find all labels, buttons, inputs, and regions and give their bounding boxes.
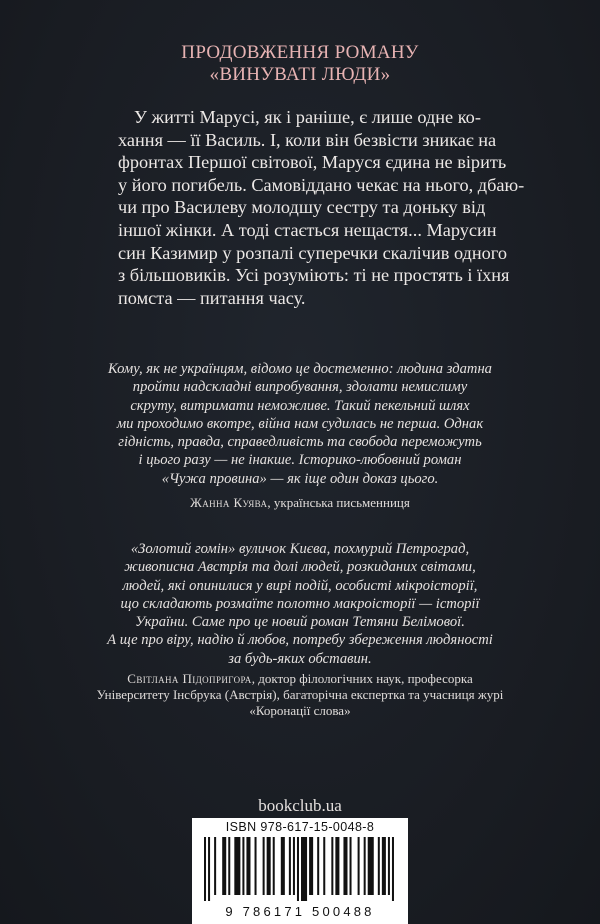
barcode-bar: [234, 837, 240, 895]
barcode-bar: [378, 837, 380, 895]
barcode-bar: [297, 837, 299, 901]
synopsis-line: фронтах Першої світової, Маруся єдина не вірить: [118, 152, 507, 173]
barcode-bar: [293, 837, 295, 895]
synopsis-line: У житті Марусі, як і раніше, є лише одне ко-: [134, 107, 481, 127]
synopsis-line: син Казимир у розпалі суперечки скалічив одного: [118, 242, 507, 263]
barcode-bar: [222, 837, 226, 895]
barcode-bar: [301, 837, 307, 901]
quote-line: пройти надскладні випробування, здолати немислиму: [132, 379, 468, 396]
barcode-bar: [358, 837, 360, 895]
barcode-bar: [350, 837, 352, 895]
series-heading: [0, 42, 600, 86]
quote-line: людей, які опинилися у вирі подій, особисті мікроісторії,: [122, 577, 478, 594]
barcode-bar: [255, 837, 257, 895]
isbn-barcode: [192, 818, 408, 924]
quote-line: живописна Австрія та долі людей, розкиданих світами,: [124, 559, 476, 576]
reviewer-description-line: «Коронації слова»: [249, 703, 351, 718]
quote-line: України. Саме про це новий роман Тетяни Белімової.: [135, 614, 465, 631]
barcode-bar: [289, 837, 291, 895]
barcode-bar: [309, 837, 313, 895]
quote-line: за будь-яких обставин.: [228, 650, 372, 667]
barcode-bar: [242, 837, 244, 895]
review-quote-1: [0, 360, 600, 488]
review-attribution-1: [0, 495, 600, 511]
barcode-bar: [204, 837, 206, 901]
barcode-bar: [392, 837, 394, 901]
barcode-bar: [382, 837, 386, 895]
barcode-bar: [281, 837, 285, 895]
quote-line: «Золотий гомін» вуличок Києва, похмурий Петроград,: [130, 541, 470, 557]
synopsis-line: хання — її Василь. І, коли він безвісти зникає на: [118, 129, 497, 150]
heading-line: «ВИНУВАТІ ЛЮДИ»: [209, 64, 391, 85]
quote-line: скруту, витримати неможливе. Такий пекельний шлях: [130, 397, 470, 414]
barcode-bar: [208, 837, 210, 901]
reviewer-description: , українська письменниця: [267, 495, 410, 510]
barcode-bar: [317, 837, 319, 895]
barcode-bar: [364, 837, 366, 895]
heading-line: ПРОДОВЖЕННЯ РОМАНУ: [181, 42, 419, 63]
quote-line: і цього разу — не інакше. Історико-любовний роман: [138, 452, 462, 469]
barcode-bar: [343, 837, 347, 895]
synopsis-line: з більшовиків. Усі розуміють: ті не простять і їхня: [118, 265, 510, 286]
barcode-bar: [273, 837, 275, 895]
synopsis-line: чи про Василеву молодшу сестру та доньку від: [118, 197, 486, 218]
review-attribution-2: [0, 671, 600, 719]
barcode-bar: [368, 837, 374, 895]
barcode-bar: [267, 837, 271, 895]
barcode-bar: [263, 837, 265, 895]
barcode-bars: [204, 837, 396, 901]
barcode-bar: [331, 837, 333, 895]
reviewer-description-line: Університету Інсбрука (Австрія), багаторічна експертка та учасниця журі: [96, 687, 504, 702]
quote-line: ми проходимо вкотре, війна нам судилась не перша. Однак: [116, 415, 484, 432]
barcode-bar: [335, 837, 339, 895]
quote-line: «Чужа провина» — як іще один доказ цього.: [161, 470, 439, 487]
synopsis-line: помста — питання часу.: [118, 287, 306, 308]
publisher-website: bookclub.ua: [258, 796, 342, 815]
synopsis-line: у його погибель. Самовіддано чекає на нього, дбаю-: [118, 174, 525, 195]
barcode-bar: [214, 837, 216, 895]
review-quote-2: [0, 540, 600, 668]
quote-line: гідність, правда, справедливість та свобода переможуть: [118, 434, 482, 451]
barcode-bar: [388, 837, 390, 895]
isbn-text: ISBN 978-617-15-0048-8: [225, 820, 375, 834]
barcode-bar: [323, 837, 325, 895]
synopsis-line: іншої жінки. А тоді стається нещастя... Марусин: [118, 219, 497, 240]
quote-line: А ще про віру, надію й любов, потребу збереження людяності: [107, 632, 493, 649]
reviewer-name: Жанна Куява: [190, 495, 268, 510]
reviewer-name: Світлана Підопригора: [127, 671, 252, 686]
barcode-bar: [246, 837, 250, 895]
quote-line: що складають розмаїте полотно макроісторії — історії: [120, 595, 480, 612]
barcode-number: 9 786171 500488: [225, 904, 375, 919]
reviewer-description: , доктор філологічних наук, професорка: [251, 671, 473, 686]
barcode-bar: [228, 837, 230, 895]
quote-line: Кому, як не українцям, відомо це достеменно: людина здатна: [108, 361, 492, 377]
synopsis-paragraph: [118, 106, 525, 309]
